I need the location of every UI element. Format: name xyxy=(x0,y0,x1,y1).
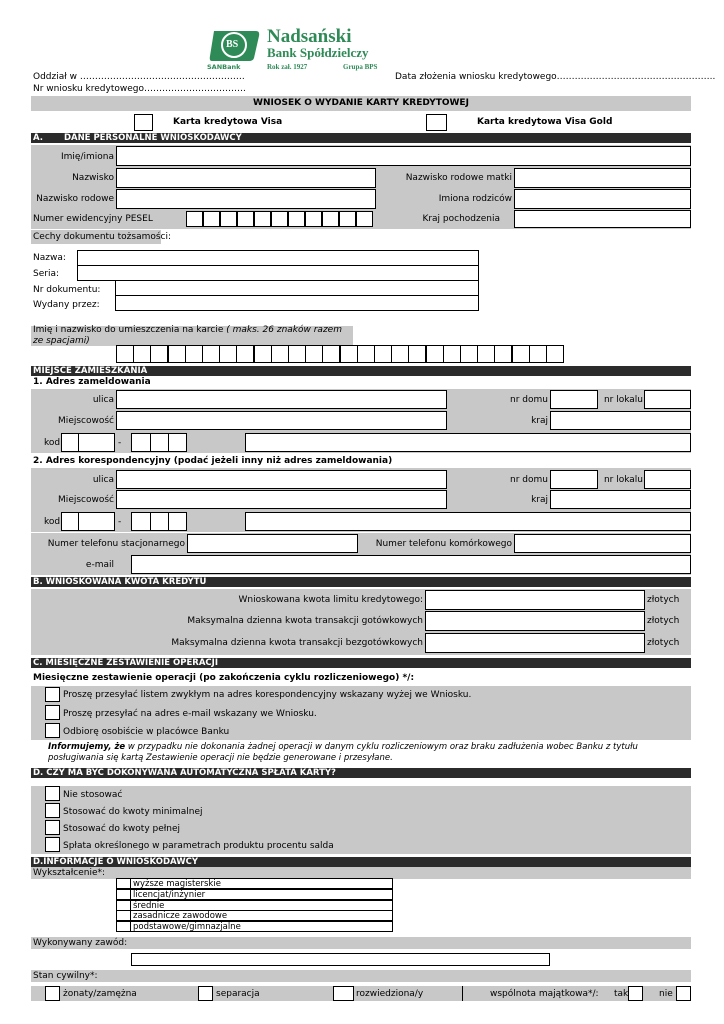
landline-label: Numer telefonu stacjonarnego xyxy=(47,539,185,549)
card-name-char-cell[interactable] xyxy=(512,345,530,363)
card-name-char-cell[interactable] xyxy=(391,345,409,363)
card-name-char-cell[interactable] xyxy=(236,345,254,363)
autopay-percent-label: Spłata określonego w parametrach produktu procentu salda xyxy=(63,841,334,851)
card-name-char-cell[interactable] xyxy=(340,345,358,363)
card-name-label-block xyxy=(33,325,351,347)
pesel-digit-cell[interactable] xyxy=(271,211,288,227)
country1-input[interactable] xyxy=(550,411,691,430)
house1-label: nr domu xyxy=(510,395,548,405)
pesel-digit-cell[interactable] xyxy=(305,211,322,227)
parents-names-label: Imiona rodziców xyxy=(438,194,512,204)
section-a-title: DANE PERSONALNE WNIOSKODAWCY xyxy=(63,133,242,143)
limit-input[interactable] xyxy=(425,590,645,610)
divorced-checkbox[interactable] xyxy=(333,986,354,1001)
flat2-input[interactable] xyxy=(644,470,691,489)
doc-name-label: Nazwa: xyxy=(33,253,66,263)
country2-input[interactable] xyxy=(550,490,691,509)
autopay-none-checkbox[interactable] xyxy=(45,786,60,801)
joint-yes-label: tak xyxy=(614,989,629,999)
doc-issued-input[interactable] xyxy=(115,295,479,311)
autopay-full-checkbox[interactable] xyxy=(45,820,60,835)
cashless-limit-label: Maksymalna dzienna kwota transakcji bezgotówkowych xyxy=(171,638,423,648)
statement-note-lead: Informujemy, że xyxy=(48,742,126,752)
flat1-input[interactable] xyxy=(644,390,691,409)
statement-post-label: Proszę przesyłać listem zwykłym na adres korespondencyjny wskazany wyżej we Wniosku. xyxy=(63,690,472,700)
profession-label-bg xyxy=(31,937,691,949)
card-name-char-cell[interactable] xyxy=(322,345,340,363)
flat1-label: nr lokalu xyxy=(603,395,643,405)
address2-title: 2. Adres korespondencyjny (podać jeżeli inny niż adres zameldowania) xyxy=(33,456,393,466)
card-name-char-cell[interactable] xyxy=(460,345,478,363)
postcode1-dash: - xyxy=(118,438,122,448)
autopay-none-label: Nie stosować xyxy=(63,790,123,800)
doc-name-input[interactable] xyxy=(77,250,479,266)
statement-branch-label: Odbiorę osobiście w placówce Banku xyxy=(63,727,230,737)
street1-label: ulica xyxy=(92,395,114,405)
card-name-label: Imię i nazwisko do umieszczenia na karcie xyxy=(33,325,224,335)
country2-label: kraj xyxy=(531,495,548,505)
email-label: e-mail xyxy=(85,560,114,570)
postcode2-town[interactable] xyxy=(245,512,691,531)
origin-input[interactable] xyxy=(514,210,691,228)
education-option[interactable] xyxy=(116,900,393,911)
statement-email-checkbox[interactable] xyxy=(45,705,60,720)
card-name-char-cell[interactable] xyxy=(426,345,444,363)
flat2-label: nr lokalu xyxy=(603,475,643,485)
section-a-letter: A. xyxy=(33,133,43,143)
card-name-char-cell[interactable] xyxy=(202,345,220,363)
cashless-limit-input[interactable] xyxy=(425,633,645,653)
logo-sub: SANBank xyxy=(207,63,241,71)
mother-maiden-input[interactable] xyxy=(514,168,691,188)
education-option[interactable] xyxy=(116,921,393,932)
visa-gold-label: Karta kredytowa Visa Gold xyxy=(477,117,613,127)
pesel-digit-cell[interactable] xyxy=(186,211,203,227)
limit-label: Wnioskowana kwota limitu kredytowego: xyxy=(238,595,423,605)
visa-label: Karta kredytowa Visa xyxy=(173,117,283,127)
cashless-limit-currency: złotych xyxy=(647,638,680,648)
bank-logo xyxy=(205,28,385,72)
bank-name-line1: Nadsański xyxy=(267,26,352,47)
education-option-label: podstawowe/gimnazjalne xyxy=(133,922,241,933)
education-option-checkbox[interactable] xyxy=(116,889,131,900)
street2-input[interactable] xyxy=(116,470,447,489)
joint-property-label: wspólnota majątkowa*/: xyxy=(490,989,599,999)
pesel-digit-cell[interactable] xyxy=(203,211,220,227)
mobile-input[interactable] xyxy=(514,534,691,553)
section-a-header xyxy=(31,133,691,143)
mobile-label: Numer telefonu komórkowego xyxy=(375,539,512,549)
card-name-char-cell[interactable] xyxy=(408,345,426,363)
statement-note-line1: w przypadku nie dokonania żadnej operacji w danym cyklu rozliczeniowym oraz braku zadłużenia wobec Banku z tytułu xyxy=(125,742,638,752)
postcode2-dash: - xyxy=(118,517,122,527)
pesel-label: Numer ewidencyjny PESEL xyxy=(33,214,153,224)
divorced-spacer xyxy=(462,986,463,1001)
postcode1-e[interactable] xyxy=(168,433,187,452)
separation-checkbox[interactable] xyxy=(198,986,213,1001)
joint-no-label: nie xyxy=(659,989,673,999)
bs-emblem-icon xyxy=(208,28,262,62)
education-label: Wykształcenie*: xyxy=(33,868,106,878)
autopay-min-label: Stosować do kwoty minimalnej xyxy=(63,807,203,817)
surname-input[interactable] xyxy=(116,168,376,188)
parents-names-input[interactable] xyxy=(514,189,691,209)
bank-group: Grupa BPS xyxy=(343,63,378,71)
card-name-char-cell[interactable] xyxy=(219,345,237,363)
postcode2-label: kod xyxy=(44,517,61,527)
card-name-char-cell[interactable] xyxy=(133,345,151,363)
cash-limit-input[interactable] xyxy=(425,611,645,631)
card-name-char-cell[interactable] xyxy=(168,345,186,363)
statement-post-checkbox[interactable] xyxy=(45,687,60,702)
education-option-checkbox[interactable] xyxy=(116,900,131,911)
pesel-digit-cell[interactable] xyxy=(288,211,305,227)
cash-limit-currency: złotych xyxy=(647,616,680,626)
form-title: WNIOSEK O WYDANIE KARTY KREDYTOWEJ xyxy=(253,98,469,108)
pesel-digit-cell[interactable] xyxy=(237,211,254,227)
postcode1-label: kod xyxy=(44,438,61,448)
house2-input[interactable] xyxy=(550,470,598,489)
education-option-checkbox[interactable] xyxy=(116,921,131,932)
cash-limit-label: Maksymalna dzienna kwota transakcji gotówkowych xyxy=(187,616,423,626)
application-number-line: Nr wniosku kredytowego……………………………. xyxy=(33,84,246,94)
education-option-label: wyższe magisterskie xyxy=(133,879,221,889)
card-name-hint: ( maks. 26 znaków razem ze spacjami) xyxy=(33,325,342,346)
visa-gold-checkbox[interactable] xyxy=(426,114,447,131)
branch-line: Oddział w ………………………………………………. xyxy=(33,72,245,82)
education-option[interactable] xyxy=(116,878,393,889)
postcode2-e[interactable] xyxy=(168,512,187,531)
visa-checkbox[interactable] xyxy=(134,114,153,131)
email-input[interactable] xyxy=(131,555,691,574)
postcode1-c[interactable] xyxy=(131,433,151,452)
postcode1-a[interactable] xyxy=(61,433,79,452)
divorced-label: rozwiedziona/y xyxy=(356,989,424,999)
card-name-char-cell[interactable] xyxy=(116,345,134,363)
landline-input[interactable] xyxy=(187,534,358,553)
street2-label: ulica xyxy=(92,475,114,485)
card-name-char-cell[interactable] xyxy=(374,345,392,363)
limit-currency: złotych xyxy=(647,595,680,605)
card-name-char-cell[interactable] xyxy=(271,345,289,363)
residence-header: MIEJSCE ZAMIESZKANIA xyxy=(31,366,691,376)
doc-series-label: Seria: xyxy=(33,269,59,279)
postcode1-town[interactable] xyxy=(245,433,691,452)
house1-input[interactable] xyxy=(550,390,598,409)
autopay-min-checkbox[interactable] xyxy=(45,803,60,818)
education-option[interactable] xyxy=(116,910,393,921)
family-name-label: Nazwisko rodowe xyxy=(36,194,114,204)
education-option-checkbox[interactable] xyxy=(116,910,131,921)
statement-note-line2: posługiwania się kartą Zestawienie operacji nie będzie generowane i przesyłane. xyxy=(48,753,393,763)
section-b-header: B. WNIOSKOWANA KWOTA KREDYTU xyxy=(31,577,691,587)
street1-input[interactable] xyxy=(116,390,447,409)
country1-label: kraj xyxy=(531,416,548,426)
education-option[interactable] xyxy=(116,889,393,900)
education-option-label: zasadnicze zawodowe xyxy=(133,911,228,922)
pesel-digit-cell[interactable] xyxy=(220,211,237,227)
card-name-char-cell[interactable] xyxy=(494,345,512,363)
city2-label: Miejscowość xyxy=(58,495,114,505)
education-option-checkbox[interactable] xyxy=(116,878,131,889)
statement-email-label: Proszę przesyłać na adres e-mail wskazany we Wniosku. xyxy=(63,709,317,719)
profession-input[interactable] xyxy=(131,953,550,966)
city1-input[interactable] xyxy=(116,411,447,430)
city2-input[interactable] xyxy=(116,490,447,509)
postcode2-a[interactable] xyxy=(61,512,79,531)
card-name-char-cell[interactable] xyxy=(443,345,461,363)
joint-no-checkbox[interactable] xyxy=(676,986,691,1001)
first-names-input[interactable] xyxy=(116,146,691,166)
doc-series-input[interactable] xyxy=(77,265,479,281)
id-doc-label: Cechy dokumentu tożsamości: xyxy=(33,232,172,242)
card-name-char-cell[interactable] xyxy=(185,345,203,363)
city1-label: Miejscowość xyxy=(58,416,114,426)
surname-label: Nazwisko xyxy=(72,173,114,183)
card-name-char-cell[interactable] xyxy=(150,345,168,363)
origin-label: Kraj pochodzenia xyxy=(422,214,500,224)
statement-branch-checkbox[interactable] xyxy=(45,723,60,738)
postcode2-b[interactable] xyxy=(78,512,115,531)
doc-number-input[interactable] xyxy=(115,280,479,296)
card-name-char-cell[interactable] xyxy=(477,345,495,363)
education-option-label: średnie xyxy=(133,900,165,911)
section-c-subtitle: Miesięczne zestawienie operacji (po zakończenia cyklu rozliczeniowego) */: xyxy=(33,673,415,683)
family-name-input[interactable] xyxy=(116,189,376,209)
statement-note xyxy=(48,742,688,764)
doc-issued-label: Wydany przez: xyxy=(33,300,100,310)
marital-label-bg xyxy=(31,970,691,982)
card-name-char-cell[interactable] xyxy=(288,345,306,363)
separation-label: separacja xyxy=(216,989,260,999)
logo-letters: BS xyxy=(226,39,239,50)
first-names-label: Imię/imiona xyxy=(61,152,114,162)
card-name-char-cell[interactable] xyxy=(357,345,375,363)
joint-yes-checkbox[interactable] xyxy=(628,986,643,1001)
postcode1-d[interactable] xyxy=(150,433,169,452)
date-line: Data złożenia wniosku kredytowego…………………………………………….. xyxy=(395,72,716,82)
doc-number-label: Nr dokumentu: xyxy=(33,285,101,295)
bank-name-line2: Bank Spółdzielczy xyxy=(267,45,369,60)
section-d-header: D. CZY MA BYĆ DOKONYWANA AUTOMATYCZNA SPŁATA KARTY? xyxy=(31,768,691,778)
postcode1-b[interactable] xyxy=(78,433,115,452)
autopay-percent-checkbox[interactable] xyxy=(45,837,60,852)
mother-maiden-label: Nazwisko rodowe matki xyxy=(405,173,512,183)
postcode2-c[interactable] xyxy=(131,512,151,531)
married-label: żonaty/zamężna xyxy=(63,989,137,999)
address1-title: 1. Adres zameldowania xyxy=(33,377,151,387)
postcode2-d[interactable] xyxy=(150,512,169,531)
section-c-header: C. MIESIĘCZNE ZESTAWIENIE OPERACJI xyxy=(31,658,691,668)
profession-label: Wykonywany zawód: xyxy=(33,938,128,948)
card-name-char-cell[interactable] xyxy=(529,345,547,363)
married-checkbox[interactable] xyxy=(45,986,60,1001)
marital-label: Stan cywilny*: xyxy=(33,971,98,981)
card-name-char-cell[interactable] xyxy=(305,345,323,363)
pesel-digit-cell[interactable] xyxy=(254,211,271,227)
autopay-full-label: Stosować do kwoty pełnej xyxy=(63,824,181,834)
pesel-digit-cell[interactable] xyxy=(322,211,339,227)
bank-founded: Rok zał. 1927 xyxy=(267,63,308,71)
card-name-char-cell[interactable] xyxy=(254,345,272,363)
house2-label: nr domu xyxy=(510,475,548,485)
education-option-label: licencjat/inżynier xyxy=(133,889,206,900)
pesel-digit-cell[interactable] xyxy=(356,211,373,227)
pesel-digit-cell[interactable] xyxy=(339,211,356,227)
section-d2-header: D.INFORMACJE O WNIOSKODAWCY xyxy=(31,857,691,867)
card-name-char-cell[interactable] xyxy=(546,345,564,363)
